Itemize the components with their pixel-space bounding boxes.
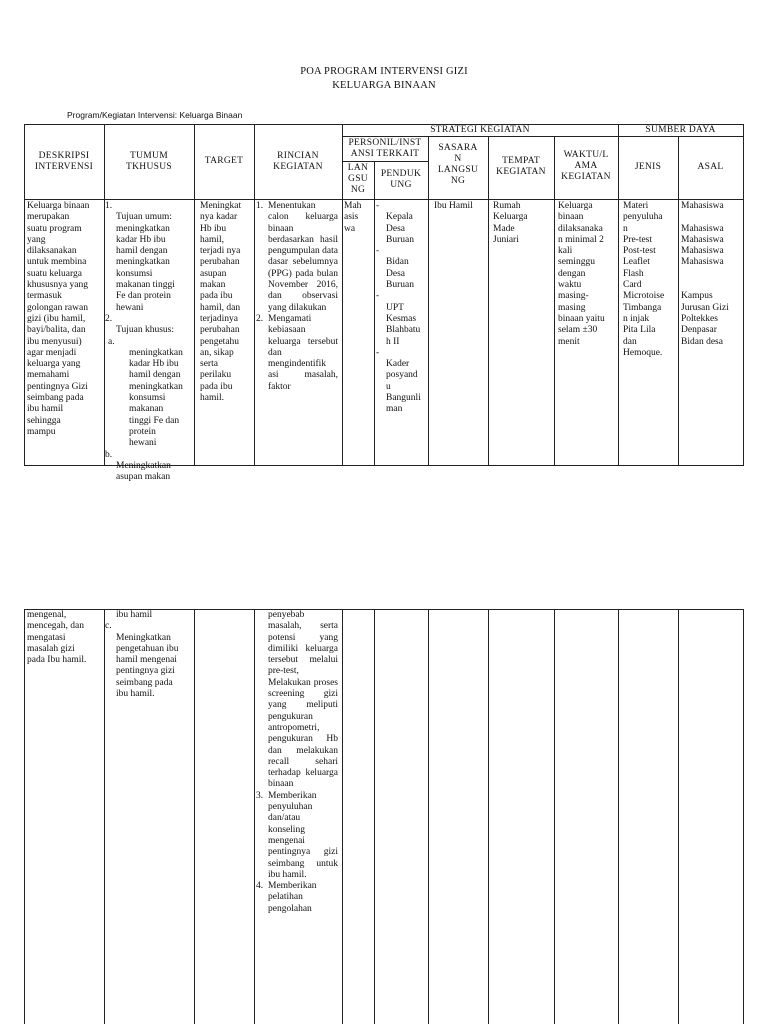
tempat-text: Rumah Keluarga Made Juniari [493, 201, 528, 245]
rincian-continued-list [256, 610, 338, 915]
pendukung-item: - UPT Kesmas Blahbatu h II [376, 291, 421, 347]
pendukung-item: - Bidan Desa Buruan [376, 246, 414, 291]
header-pendukung: PENDUK UNG [380, 169, 422, 190]
header-target: TARGET [204, 156, 244, 166]
header-langsung: LAN GSU NG [347, 163, 369, 195]
rincian-item-1: 1. Menentukan calon keluarga binaan berdasarkan hasil pengumpulan data dasar sebelumnya (PPG) pada bulan November 2016, dan observasi yang dilakukan [256, 201, 338, 313]
header-rincian: RINCIAN KEGIATAN [273, 151, 323, 172]
personil-langsung-text: Mah asis wa [344, 201, 362, 234]
tujuan-item-1: 1. Tujuan umum: meningkatkan kadar Hb ibu hamil dengan meningkatkan konsumsi makanan tinggi Fe dan protein hewani [105, 201, 175, 313]
tujuan-item-a: a. meningkatkan kadar Hb ibu hamil dengan meningkatkan konsumsi makanan tinggi Fe dan protein hewani [108, 336, 183, 449]
document-title-line-1: POA PROGRAM INTERVENSI GIZI [300, 66, 468, 77]
document-title-line-2: KELUARGA BINAAN [332, 80, 436, 91]
rincian-item-3: 3. Memberikan penyuluhan dan/atau konseling mengenai pentingnya gizi seimbang untuk ibu hamil. [256, 790, 338, 880]
header-waktu: WAKTU/L AMA KEGIATAN [561, 150, 611, 182]
pendukung-item: - Kader posyand u Bangunli man [376, 347, 421, 415]
asal-text: Mahasiswa Mahasiswa Mahasiswa Mahasiswa Mahasiswa Kampus Jurusan Gizi Poltekkes Denpasar Bidan desa [681, 201, 729, 347]
tujuan-continued-text: ibu hamil [116, 610, 153, 620]
rincian-item-4: 4. Memberikan pelatihan pengolahan [256, 881, 317, 914]
deskripsi-continued-text: mengenal, mencegah, dan mengatasi masalah gizi pada Ibu hamil. [27, 610, 87, 666]
header-tempat: TEMPAT KEGIATAN [496, 156, 546, 177]
waktu-text: Keluarga binaan dilaksanaka n minimal 2 kali seminggu dengan waktu masing- masing binaan yaitu selam ±30 menit [558, 201, 605, 347]
header-tujuan: TUMUM TKHUSUS [126, 151, 172, 172]
tujuan-item-b: b. Meningkatkan asupan makan [105, 449, 171, 483]
tujuan-item-2: 2. Tujuan khusus: [105, 313, 174, 336]
personil-pendukung-list [376, 201, 428, 416]
sasaran-text: Ibu Hamil [434, 201, 473, 211]
pendukung-item: - Kepala Desa Buruan [376, 201, 414, 245]
header-strategi: STRATEGI KEGIATAN [430, 125, 530, 135]
rincian-item-2: 2. Mengamati kebiasaan keluarga tersebut dan mengindentifik asi masalah, faktor [256, 313, 338, 392]
header-personil: PERSONIL/INST ANSI TERKAIT [348, 138, 422, 159]
rincian-continued-text: penyebab masalah, serta potensi yang dimiliki keluarga tersebut melalui pre-test, [268, 610, 338, 677]
rincian-list [256, 201, 338, 393]
tujuan-list [105, 201, 193, 483]
deskripsi-text: Keluarga binaan merupakan suatu program yang dilaksanakan untuk membina suatu keluarga khususnya yang termasuk golongan rawan gizi (ibu hamil, bayi/balita, dan ibu menyusui) agar menjadi keluarga yang memahami pentingnya Gizi seimbang pada ibu hamil sehingga mampu [27, 201, 90, 437]
rincian-continued-text-2: Melakukan proses screening gizi yang meliputi pengukuran antropometri, pengukuran Hb dan melakukan recall sehari terhadap keluarga binaan [268, 677, 338, 790]
target-text: Meningkat nya kadar Hb ibu hamil, terjadi nya perubahan asupan makan pada ibu hamil, dan terjadinya perubahan pengetahu an, sikap serta perilaku pada ibu hamil. [200, 201, 242, 404]
header-sumber-daya: SUMBER DAYA [645, 125, 716, 135]
jenis-text: Materi penyuluha n Pre-test Post-test Leaflet Flash Card Microtoise Timbanga n injak Pita Lila dan Hemoque. [623, 201, 665, 358]
header-sasaran: SASARA N LANGSU NG [437, 143, 479, 186]
program-label: Program/Kegiatan Intervensi: Keluarga Binaan [67, 110, 243, 120]
header-asal: ASAL [697, 162, 724, 172]
tujuan-continued-list [105, 610, 193, 700]
header-deskripsi: DESKRIPSI INTERVENSI [34, 151, 94, 172]
header-jenis: JENIS [634, 162, 662, 172]
tujuan-item-c: c. Meningkatkan pengetahuan ibu hamil mengenai pentingnya gizi seimbang pada ibu hamil. [105, 621, 179, 700]
